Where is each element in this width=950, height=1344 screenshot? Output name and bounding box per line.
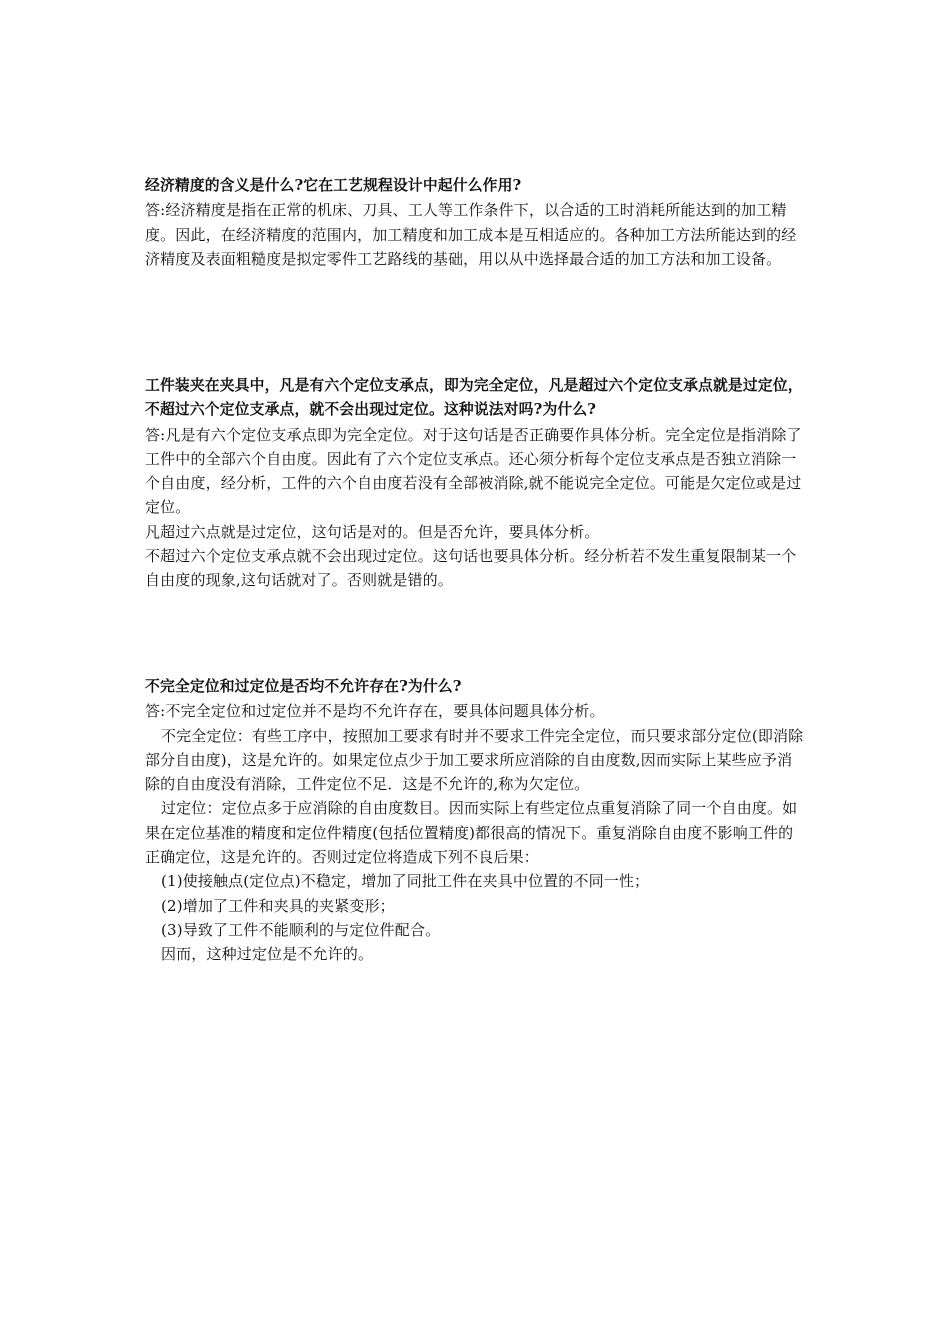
answer-paragraph: 不超过六个定位支承点就不会出现过定位。这句话也要具体分析。经分析若不发生重复限制某一个自由度的现象,这句话就对了。否则就是错的。 [145,547,797,590]
qa-section-six-point-location [145,374,807,593]
answer-paragraph: 答:不完全定位和过定位并不是均不允许存在，要具体问题具体分析。 [145,702,605,721]
list-item: (1)使接触点(定位点)不稳定，增加了同批工件在夹具中位置的不同一性； [161,872,650,891]
question-heading: 不完全定位和过定位是否均不允许存在?为什么? [145,678,462,695]
answer-paragraph: 答:凡是有六个定位支承点即为完全定位。对于这句话是否正确要作具体分析。完全定位是指消除了工件中的全部六个自由度。因此有了六个定位支承点。还心须分析每个定位支承点是否独立消除一个自由度，经分析，工件的六个自由度若没有全部被消除,就不能说完全定位。可能是欠定位或是过定位。 [145,425,802,517]
list-item: (2)增加了工件和夹具的夹紧变形； [161,896,395,915]
answer-paragraph: 凡超过六点就是过定位，这句话是对的。但是否允许，要具体分析。 [145,522,600,541]
answer-paragraph: 过定位：定位点多于应消除的自由度数目。因而实际上有些定位点重复消除了同一个自由度。如果在定位基准的精度和定位件精度(包括位置精度)都很高的情况下。重复消除自由度不影响工件的正确定位，这是允许的。否则过定位将造成下列不良后果： [145,799,798,867]
list-item: (3)导致了工件不能顺利的与定位件配合。 [161,920,441,939]
qa-section-economic-precision [145,174,807,271]
qa-section-incomplete-over-location [145,675,807,967]
question-heading: 经济精度的含义是什么?它在工艺规程设计中起什么作用? [145,177,522,194]
answer-paragraph: 答:经济精度是指在正常的机床、刀具、工人等工作条件下，以合适的工时消耗所能达到的加工精度。因此，在经济精度的范围内，加工精度和加工成本是互相适应的。各种加工方法所能达到的经济精度及表面粗糙度是拟定零件工艺路线的基础，用以从中选择最合适的加工方法和加工设备。 [145,201,797,268]
answer-paragraph: 不完全定位：有些工序中，按照加工要求有时并不要求工件完全定位，而只要求部分定位(即消除部分自由度)，这是允许的。如果定位点少于加工要求所应消除的自由度数,因而实际上某些应予消除的自由度没有消除，工件定位不足．这是不允许的,称为欠定位。 [145,726,804,794]
question-heading: 工件装夹在夹具中，凡是有六个定位支承点，即为完全定位，凡是超过六个定位支承点就是过定位，不超过六个定位支承点，就不会出现过定位。这种说法对吗?为什么? [145,377,803,419]
conclusion-paragraph: 因而，这种过定位是不允许的。 [161,945,374,964]
